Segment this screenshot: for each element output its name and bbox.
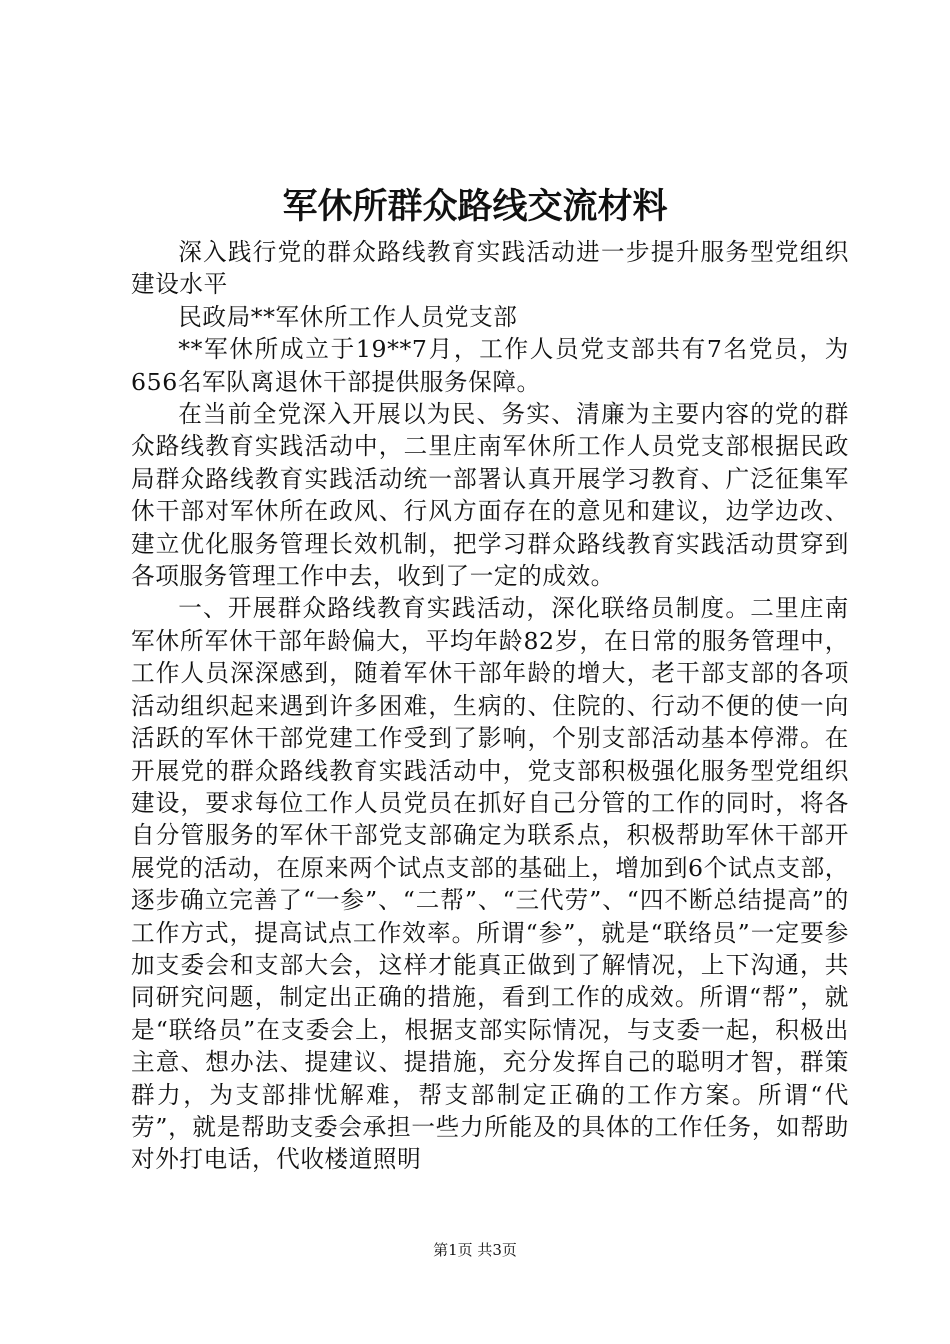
- page-title: 军休所群众路线交流材料: [282, 186, 668, 227]
- subtitle-paragraph: 深入践行党的群众路线教育实践活动进一步提升服务型党组织建设水平: [131, 238, 849, 299]
- intro-paragraph: **军休所成立于19**7月，工作人员党支部共有7名党员，为656名军队离退休干部提供服务保障。: [131, 335, 849, 396]
- body-paragraph: 一、开展群众路线教育实践活动，深化联络员制度。二里庄南军休所军休干部年龄偏大，平均年龄82岁，在日常的服务管理中，工作人员深深感到，随着军休干部年龄的增大，老干部支部的各项活动组织起来遇到许多困难，生病的、住院的、行动不便的使一向活跃的军休干部党建工作受到了影响，个别支部活动基本停滞。在开展党的群众路线教育实践活动中，党支部积极强化服务型党组织建设，要求每位工作人员党员在抓好自己分管的工作的同时，将各自分管服务的军休干部党支部确定为联系点，积极帮助军休干部开展党的活动，在原来两个试点支部的基础上，增加到6个试点支部，逐步确立完善了“一参”、“二帮”、“三代劳”、“四不断总结提高”的工作方式，提高试点工作效率。所谓“参”，就是“联络员”一定要参加支委会和支部大会，这样才能真正做到了解情况，上下沟通，共同研究问题，制定出正确的措施，看到工作的成效。所谓“帮”，就是“联络员”在支委会上，根据支部实际情况，与支委一起，积极出主意、想办法、提建议、提措施，充分发挥自己的聪明才智，群策群力，为支部排忧解难，帮支部制定正确的工作方案。所谓“代劳”，就是帮助支委会承担一些力所能及的具体的工作任务，如帮助对外打电话，代收楼道照明: [131, 594, 849, 1174]
- body-paragraph: 在当前全党深入开展以为民、务实、清廉为主要内容的党的群众路线教育实践活动中，二里庄南军休所工作人员党支部根据民政局群众路线教育实践活动统一部署认真开展学习教育、广泛征集军休干部对军休所在政风、行风方面存在的意见和建议，边学边改、建立优化服务管理长效机制，把学习群众路线教育实践活动贯穿到各项服务管理工作中去，收到了一定的成效。: [131, 400, 849, 591]
- author-paragraph: 民政局**军休所工作人员党支部: [178, 302, 518, 331]
- document-body: [131, 236, 849, 1176]
- page-number: 第1页 共3页: [433, 1241, 517, 1259]
